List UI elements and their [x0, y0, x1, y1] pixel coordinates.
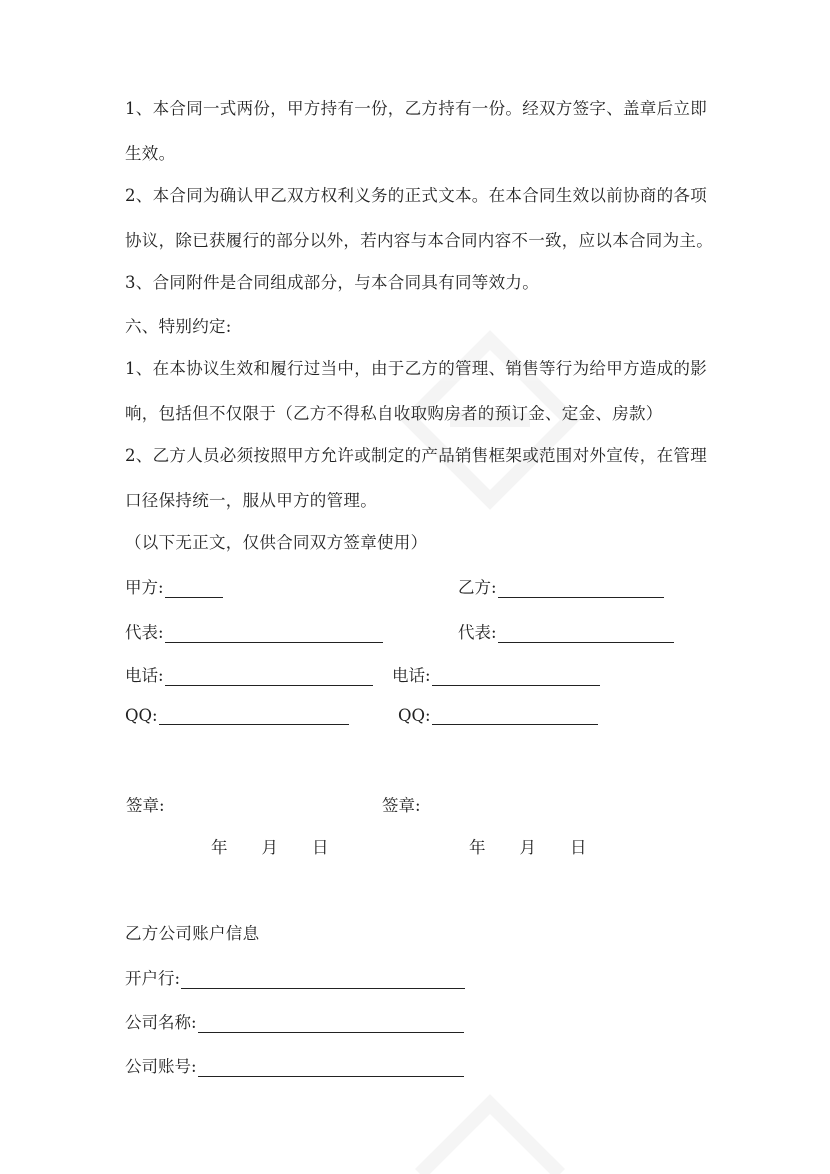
- party-b-rep-field[interactable]: [458, 619, 674, 643]
- party-a-name-field[interactable]: [125, 574, 223, 598]
- party-a-phone-field[interactable]: [125, 662, 373, 686]
- company-account-field[interactable]: [125, 1053, 464, 1077]
- clause-2-line-2: 协议，除已获履行的部分以外，若内容与本合同内容不一致，应以本合同为主。: [125, 231, 713, 250]
- bank-line[interactable]: [181, 970, 465, 989]
- bank-label: 开户行:: [125, 969, 181, 988]
- party-a-date: [211, 834, 329, 858]
- clause-1-line-1: 1、本合同一式两份，甲方持有一份，乙方持有一份。经双方签字、盖章后立即: [125, 99, 707, 118]
- special-2-line-2: 口径保持统一，服从甲方的管理。: [125, 491, 377, 510]
- party-a-date-month: 月: [261, 838, 278, 857]
- party-b-qq-line[interactable]: [432, 706, 598, 725]
- watermark-graphic-bottom: [400, 1080, 580, 1174]
- party-b-name-label: 乙方:: [458, 578, 497, 597]
- party-a-seal-label: 签章:: [126, 796, 165, 815]
- party-a-qq-field[interactable]: [125, 706, 349, 725]
- party-a-rep-field[interactable]: [125, 619, 383, 643]
- party-a-qq-line[interactable]: [159, 706, 349, 725]
- special-heading: 六、特别约定:: [125, 317, 232, 336]
- company-account-label: 公司账号:: [125, 1057, 197, 1076]
- party-a-name-label: 甲方:: [125, 578, 164, 597]
- party-b-date-month: 月: [519, 838, 536, 857]
- company-name-label: 公司名称:: [125, 1013, 197, 1032]
- party-b-date-day: 日: [570, 838, 587, 857]
- special-1-line-2: 响，包括但不仅限于（乙方不得私自收取购房者的预订金、定金、房款）: [125, 404, 663, 423]
- company-name-field[interactable]: [125, 1009, 464, 1033]
- party-b-rep-label: 代表:: [458, 623, 497, 642]
- account-heading: 乙方公司账户信息: [125, 924, 260, 943]
- clause-1-line-2: 生效。: [125, 144, 176, 163]
- party-a-rep-label: 代表:: [125, 623, 164, 642]
- party-b-qq-field[interactable]: [398, 706, 598, 725]
- clause-2-line-1: 2、本合同为确认甲乙双方权利义务的正式文本。在本合同生效以前协商的各项: [125, 186, 707, 205]
- party-b-name-field[interactable]: [458, 574, 664, 598]
- party-b-date: [469, 834, 587, 858]
- special-1-line-1: 1、在本协议生效和履行过当中，由于乙方的管理、销售等行为给甲方造成的影: [125, 359, 707, 378]
- party-b-rep-line[interactable]: [498, 624, 674, 643]
- party-b-name-line[interactable]: [498, 579, 664, 598]
- party-a-phone-line[interactable]: [165, 667, 373, 686]
- party-b-phone-field[interactable]: [392, 662, 600, 686]
- party-b-phone-line[interactable]: [432, 667, 600, 686]
- party-a-date-day: 日: [312, 838, 329, 857]
- party-a-qq-label: QQ:: [125, 706, 158, 725]
- company-account-line[interactable]: [198, 1058, 464, 1077]
- party-a-phone-label: 电话:: [125, 666, 164, 685]
- party-b-seal-label: 签章:: [382, 796, 421, 815]
- party-a-name-line[interactable]: [165, 579, 223, 598]
- no-body-note: （以下无正文，仅供合同双方签章使用）: [125, 533, 428, 552]
- party-a-rep-line[interactable]: [165, 624, 383, 643]
- company-name-line[interactable]: [198, 1014, 464, 1033]
- party-b-date-year: 年: [469, 838, 486, 857]
- clause-3: 3、合同附件是合同组成部分，与本合同具有同等效力。: [125, 273, 539, 292]
- bank-field[interactable]: [125, 965, 465, 989]
- special-2-line-1: 2、乙方人员必须按照甲方允许或制定的产品销售框架或范围对外宣传，在管理: [125, 446, 707, 465]
- party-a-date-year: 年: [211, 838, 228, 857]
- party-b-qq-label: QQ:: [398, 706, 431, 725]
- party-b-phone-label: 电话:: [392, 666, 431, 685]
